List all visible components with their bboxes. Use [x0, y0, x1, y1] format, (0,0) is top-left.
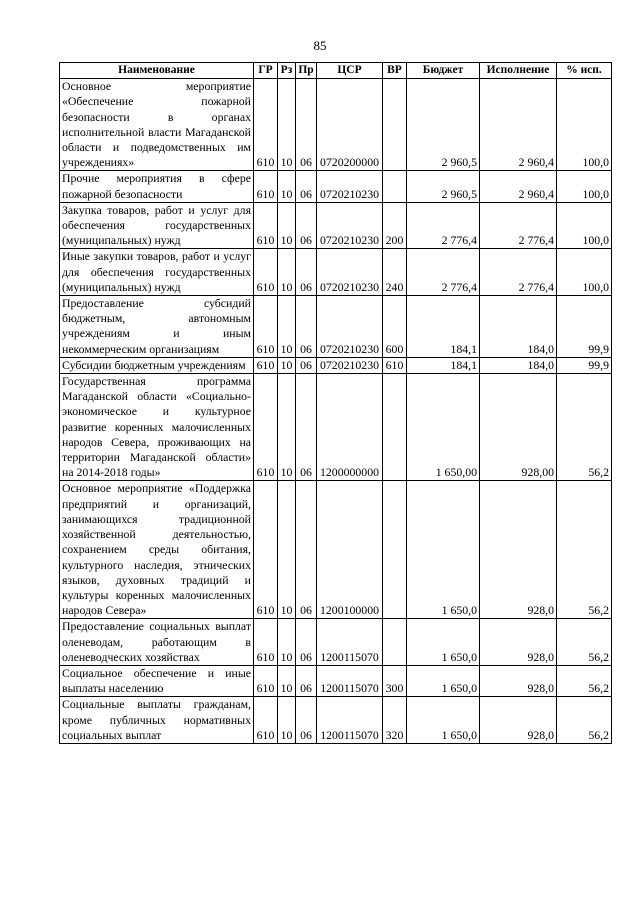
cell-gr: 610 — [254, 357, 278, 373]
row-name-text: Предоставление социальных выплат оленеводам, работающим в оленеводческих хозяйствах — [62, 619, 251, 664]
cell-gr: 610 — [254, 202, 278, 249]
cell-name — [60, 202, 254, 249]
row-name-text: Иные закупки товаров, работ и услуг для обеспечения государственных (муниципальных) нужд — [62, 249, 251, 294]
cell-execution: 928,00 — [480, 374, 557, 481]
cell-pr: 06 — [296, 665, 317, 696]
header-gr: ГР — [254, 63, 278, 79]
cell-vr: 320 — [383, 697, 407, 744]
cell-budget: 2 776,4 — [407, 249, 480, 296]
cell-percent: 100,0 — [557, 249, 612, 296]
table-row — [60, 171, 612, 202]
budget-table — [59, 62, 612, 744]
cell-execution: 2 776,4 — [480, 202, 557, 249]
cell-name — [60, 357, 254, 373]
cell-name — [60, 665, 254, 696]
cell-name — [60, 249, 254, 296]
cell-execution: 2 960,4 — [480, 171, 557, 202]
cell-execution: 928,0 — [480, 619, 557, 666]
cell-gr: 610 — [254, 249, 278, 296]
cell-csr: 0720210230 — [317, 357, 383, 373]
cell-execution: 184,0 — [480, 357, 557, 373]
cell-rz: 10 — [278, 249, 296, 296]
header-pr: Пр — [296, 63, 317, 79]
cell-pr: 06 — [296, 619, 317, 666]
cell-csr: 0720200000 — [317, 79, 383, 171]
cell-pr: 06 — [296, 357, 317, 373]
cell-csr: 0720210230 — [317, 249, 383, 296]
cell-budget: 1 650,0 — [407, 619, 480, 666]
cell-pr: 06 — [296, 296, 317, 358]
cell-csr: 0720210230 — [317, 202, 383, 249]
cell-csr: 1200115070 — [317, 665, 383, 696]
cell-gr: 610 — [254, 171, 278, 202]
row-name-text: Основное мероприятие «Обеспечение пожарной безопасности в органах исполнительной власти Магаданской области и подведомственных им учреждениях» — [62, 79, 251, 170]
cell-pr: 06 — [296, 697, 317, 744]
cell-rz: 10 — [278, 202, 296, 249]
cell-rz: 10 — [278, 481, 296, 619]
cell-gr: 610 — [254, 619, 278, 666]
table-row — [60, 697, 612, 744]
cell-percent: 56,2 — [557, 665, 612, 696]
row-name-text: Государственная программа Магаданской области «Социально-экономическое и культурное развитие коренных малочисленных народов Севера, проживающих на территории Магаданской области» на 2014-2018 годы» — [62, 374, 251, 480]
cell-csr: 1200100000 — [317, 481, 383, 619]
cell-csr: 0720210230 — [317, 171, 383, 202]
header-execution: Исполнение — [480, 63, 557, 79]
cell-rz: 10 — [278, 79, 296, 171]
cell-csr: 1200115070 — [317, 619, 383, 666]
table-row — [60, 357, 612, 373]
cell-csr: 1200115070 — [317, 697, 383, 744]
cell-percent: 56,2 — [557, 619, 612, 666]
page-number: 85 — [313, 38, 327, 53]
cell-csr: 0720210230 — [317, 296, 383, 358]
cell-csr: 1200000000 — [317, 374, 383, 481]
cell-pr: 06 — [296, 481, 317, 619]
cell-percent: 99,9 — [557, 296, 612, 358]
cell-rz: 10 — [278, 665, 296, 696]
cell-budget: 184,1 — [407, 357, 480, 373]
cell-vr — [383, 79, 407, 171]
cell-percent: 99,9 — [557, 357, 612, 373]
cell-rz: 10 — [278, 374, 296, 481]
table-row — [60, 665, 612, 696]
cell-budget: 1 650,00 — [407, 374, 480, 481]
cell-vr: 600 — [383, 296, 407, 358]
cell-vr — [383, 481, 407, 619]
cell-gr: 610 — [254, 79, 278, 171]
cell-rz: 10 — [278, 697, 296, 744]
cell-name — [60, 619, 254, 666]
cell-gr: 610 — [254, 665, 278, 696]
row-name-text: Социальное обеспечение и иные выплаты населению — [62, 665, 251, 696]
cell-budget: 1 650,0 — [407, 665, 480, 696]
cell-vr: 240 — [383, 249, 407, 296]
cell-vr: 300 — [383, 665, 407, 696]
row-name-text: Основное мероприятие «Поддержка предприятий и организаций, занимающихся традиционной хозяйственной деятельностью, сохранением среды обитания, культурного наследия, этнических языков, духовных традиций и культуры коренных малочисленных народов Севера» — [62, 481, 251, 618]
table-row — [60, 481, 612, 619]
cell-budget: 1 650,0 — [407, 697, 480, 744]
cell-budget: 1 650,0 — [407, 481, 480, 619]
cell-rz: 10 — [278, 296, 296, 358]
cell-execution: 2 960,4 — [480, 79, 557, 171]
header-vr: ВР — [383, 63, 407, 79]
row-name-text: Закупка товаров, работ и услуг для обеспечения государственных (муниципальных) нужд — [62, 202, 251, 248]
cell-percent: 100,0 — [557, 202, 612, 249]
table-row — [60, 202, 612, 249]
table-row — [60, 79, 612, 171]
row-name-text: Предоставление субсидий бюджетным, автономным учреждениям и иным некоммерческим организациям — [62, 296, 251, 356]
cell-vr: 200 — [383, 202, 407, 249]
table-row — [60, 374, 612, 481]
cell-execution: 2 776,4 — [480, 249, 557, 296]
cell-name — [60, 296, 254, 358]
cell-budget: 2 960,5 — [407, 171, 480, 202]
cell-execution: 928,0 — [480, 481, 557, 619]
cell-pr: 06 — [296, 171, 317, 202]
table-header-row — [60, 63, 612, 79]
cell-execution: 184,0 — [480, 296, 557, 358]
cell-pr: 06 — [296, 79, 317, 171]
cell-percent: 56,2 — [557, 697, 612, 744]
cell-percent: 56,2 — [557, 481, 612, 619]
header-budget: Бюджет — [407, 63, 480, 79]
cell-rz: 10 — [278, 357, 296, 373]
cell-name — [60, 374, 254, 481]
cell-vr — [383, 171, 407, 202]
cell-vr: 610 — [383, 357, 407, 373]
cell-gr: 610 — [254, 296, 278, 358]
cell-rz: 10 — [278, 619, 296, 666]
header-name: Наименование — [60, 63, 254, 79]
cell-vr — [383, 619, 407, 666]
cell-gr: 610 — [254, 697, 278, 744]
cell-budget: 184,1 — [407, 296, 480, 358]
cell-name — [60, 481, 254, 619]
header-rz: Рз — [278, 63, 296, 79]
cell-pr: 06 — [296, 374, 317, 481]
header-percent: % исп. — [557, 63, 612, 79]
cell-execution: 928,0 — [480, 697, 557, 744]
row-name-text: Социальные выплаты гражданам, кроме публичных нормативных социальных выплат — [62, 697, 251, 742]
table-row — [60, 296, 612, 358]
cell-name — [60, 79, 254, 171]
table-row — [60, 249, 612, 296]
table-body — [60, 79, 612, 744]
cell-execution: 928,0 — [480, 665, 557, 696]
cell-percent: 100,0 — [557, 171, 612, 202]
row-name-text: Прочие мероприятия в сфере пожарной безопасности — [62, 171, 251, 201]
cell-budget: 2 960,5 — [407, 79, 480, 171]
cell-gr: 610 — [254, 374, 278, 481]
cell-vr — [383, 374, 407, 481]
header-csr: ЦСР — [317, 63, 383, 79]
cell-rz: 10 — [278, 171, 296, 202]
table-row — [60, 619, 612, 666]
cell-name — [60, 697, 254, 744]
row-name-text: Субсидии бюджетным учреждениям — [62, 357, 246, 372]
cell-percent: 100,0 — [557, 79, 612, 171]
cell-gr: 610 — [254, 481, 278, 619]
cell-pr: 06 — [296, 202, 317, 249]
cell-pr: 06 — [296, 249, 317, 296]
cell-percent: 56,2 — [557, 374, 612, 481]
cell-name — [60, 171, 254, 202]
cell-budget: 2 776,4 — [407, 202, 480, 249]
